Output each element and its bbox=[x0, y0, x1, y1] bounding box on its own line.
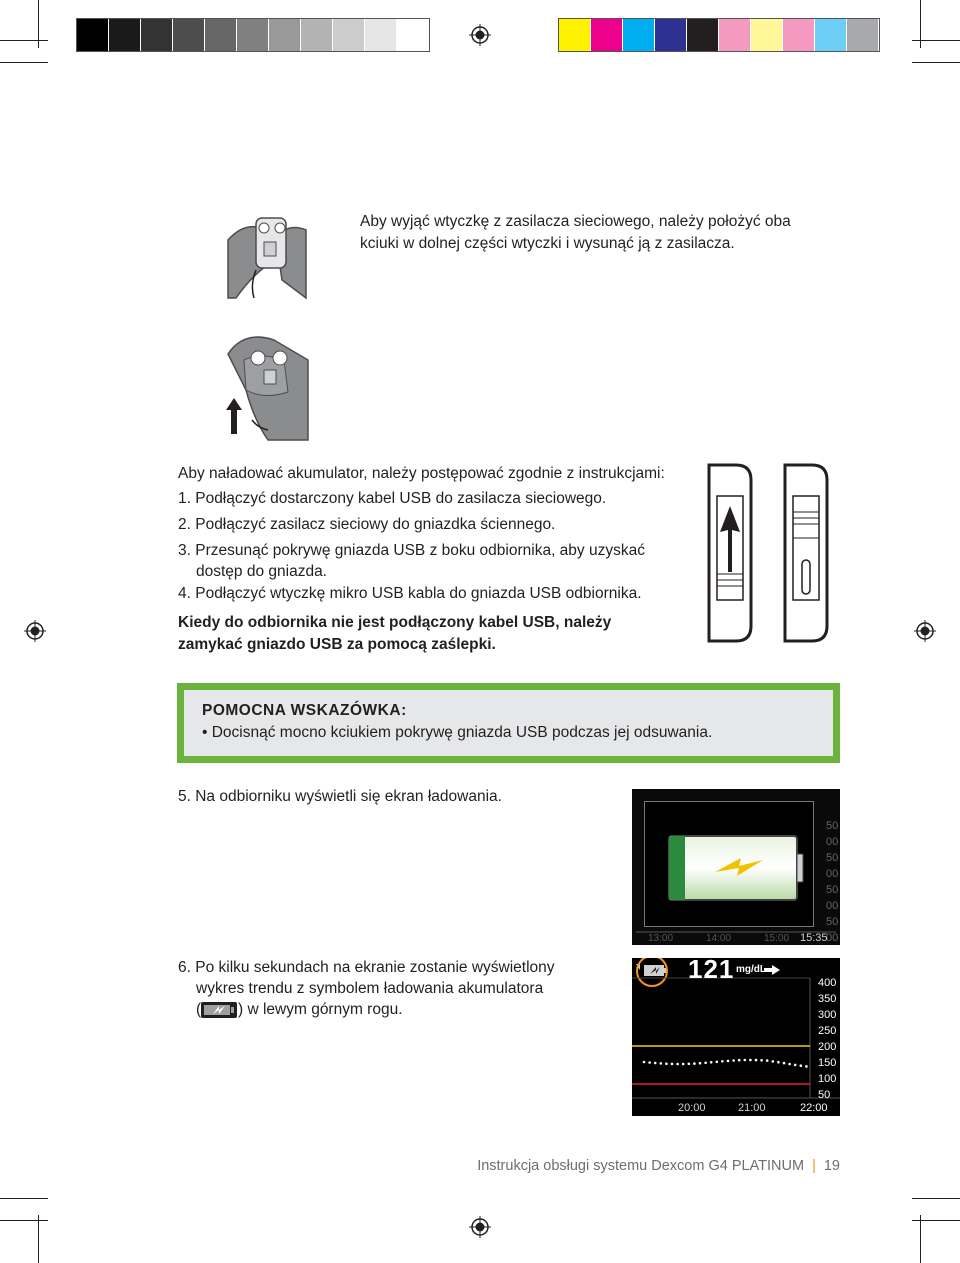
crop-mark bbox=[0, 40, 48, 41]
y-axis-tick-label: 150 bbox=[818, 1057, 837, 1069]
crop-mark bbox=[38, 0, 39, 48]
step-4: 4. Podłączyć wtyczkę mikro USB kabla do gniazda USB odbiornika. bbox=[178, 585, 642, 602]
step-3-line-1: 3. Przesunąć pokrywę gniazda USB z boku odbiornika, aby uzyskać bbox=[178, 542, 645, 559]
crop-mark bbox=[0, 62, 48, 63]
page-footer bbox=[477, 1158, 840, 1174]
intro-line-2: kciuki w dolnej części wtyczki i wysunąć ją z zasilacza. bbox=[360, 235, 735, 252]
background-tick-label: 00 bbox=[826, 868, 839, 880]
trend-point bbox=[732, 1059, 735, 1062]
step-6-line-3: ) w lewym górnym rogu. bbox=[238, 1001, 403, 1018]
trend-point bbox=[688, 1063, 691, 1066]
crop-mark bbox=[38, 1215, 39, 1263]
glucose-unit: mg/dL bbox=[736, 964, 766, 975]
trend-point bbox=[654, 1062, 657, 1065]
y-axis-tick-label: 250 bbox=[818, 1025, 837, 1037]
crop-mark bbox=[912, 62, 960, 63]
x-axis-time-label: 21:00 bbox=[738, 1102, 766, 1114]
color-swatch bbox=[397, 19, 429, 51]
color-swatch bbox=[301, 19, 333, 51]
color-swatch bbox=[687, 19, 719, 51]
color-swatch bbox=[365, 19, 397, 51]
footer-separator: | bbox=[812, 1158, 816, 1174]
background-time-label: 14:00 bbox=[706, 933, 732, 944]
background-time-label: 15:00 bbox=[764, 933, 790, 944]
y-axis-tick-label: 300 bbox=[818, 1009, 837, 1021]
background-tick-label: 50 bbox=[826, 852, 839, 864]
registration-mark-icon bbox=[469, 1216, 491, 1238]
trend-point bbox=[805, 1065, 808, 1068]
step-2: 2. Podłączyć zasilacz sieciowy do gniazdka ściennego. bbox=[178, 516, 556, 533]
color-swatch bbox=[559, 19, 591, 51]
trend-point bbox=[682, 1063, 685, 1066]
charging-screen bbox=[632, 789, 840, 945]
color-swatch bbox=[591, 19, 623, 51]
color-swatch bbox=[141, 19, 173, 51]
y-axis-tick-label: 400 bbox=[818, 977, 837, 989]
background-y-ticks bbox=[826, 820, 838, 944]
color-swatch bbox=[205, 19, 237, 51]
registration-mark-icon bbox=[914, 620, 936, 642]
intro-line-1: Aby wyjąć wtyczkę z zasilacza sieciowego, należy położyć oba bbox=[360, 213, 791, 230]
crop-mark bbox=[0, 1198, 48, 1199]
tip-text: • Docisnąć mocno kciukiem pokrywę gniazda USB podczas jej odsuwania. bbox=[202, 724, 713, 741]
color-swatch bbox=[333, 19, 365, 51]
plug-removal-illustration-bottom bbox=[224, 330, 310, 442]
background-tick-label: 00 bbox=[826, 900, 839, 912]
trend-point bbox=[783, 1062, 786, 1065]
trend-point bbox=[749, 1059, 752, 1062]
footer-title: Instrukcja obsługi systemu Dexcom G4 PLATINUM bbox=[477, 1158, 805, 1174]
step-5: 5. Na odbiorniku wyświetli się ekran ładowania. bbox=[178, 788, 502, 805]
color-swatch bbox=[751, 19, 783, 51]
trend-point bbox=[710, 1061, 713, 1064]
receiver-usb-port-illustration bbox=[782, 462, 830, 644]
color-swatch bbox=[815, 19, 847, 51]
clock-label: 22:00 bbox=[800, 1102, 828, 1114]
background-tick-label: 50 bbox=[826, 820, 839, 832]
crop-mark bbox=[920, 0, 921, 48]
trend-point bbox=[721, 1060, 724, 1063]
trend-point bbox=[704, 1062, 707, 1065]
background-tick-label: 00 bbox=[826, 932, 839, 944]
glucose-trend-points bbox=[643, 1059, 808, 1068]
trend-point bbox=[665, 1062, 668, 1065]
receiver-usb-cover-open-illustration bbox=[706, 462, 754, 644]
background-tick-label: 00 bbox=[826, 836, 839, 848]
steps-heading: Aby naładować akumulator, należy postępować zgodnie z instrukcjami: bbox=[178, 465, 665, 482]
trend-point bbox=[788, 1063, 791, 1066]
trend-point bbox=[648, 1061, 651, 1064]
trend-point bbox=[716, 1061, 719, 1064]
color-swatch bbox=[655, 19, 687, 51]
color-swatch bbox=[77, 19, 109, 51]
trend-arrow-icon bbox=[764, 965, 780, 975]
trend-point bbox=[800, 1064, 803, 1067]
step-6-line-1: 6. Po kilku sekundach na ekranie zostanie wyświetlony bbox=[178, 959, 555, 976]
trend-graph-screen bbox=[632, 958, 840, 1116]
trend-point bbox=[777, 1061, 780, 1064]
y-axis-tick-label: 350 bbox=[818, 993, 837, 1005]
crop-mark bbox=[912, 1198, 960, 1199]
battery-charging-icon bbox=[201, 1002, 237, 1018]
y-axis-ticks bbox=[818, 977, 836, 1101]
color-swatch bbox=[173, 19, 205, 51]
step-1: 1. Podłączyć dostarczony kabel USB do zasilacza sieciowego. bbox=[178, 490, 607, 507]
trend-point bbox=[755, 1059, 758, 1062]
trend-point bbox=[738, 1059, 741, 1062]
background-tick-label: 50 bbox=[826, 916, 839, 928]
trend-point bbox=[671, 1063, 674, 1066]
trend-point bbox=[676, 1063, 679, 1066]
y-axis-tick-label: 200 bbox=[818, 1041, 837, 1053]
trend-point bbox=[760, 1059, 763, 1062]
glucose-value: 121 bbox=[688, 958, 735, 984]
color-swatch bbox=[109, 19, 141, 51]
trend-point bbox=[693, 1062, 696, 1065]
trend-point bbox=[727, 1060, 730, 1063]
y-axis-tick-label: 100 bbox=[818, 1073, 837, 1085]
usb-warning-line-2: zamykać gniazdo USB za pomocą zaślepki. bbox=[178, 636, 496, 653]
color-swatch bbox=[719, 19, 751, 51]
color-swatch bbox=[237, 19, 269, 51]
helpful-tip-box bbox=[177, 683, 840, 763]
background-tick-label: 50 bbox=[826, 884, 839, 896]
color-swatch bbox=[783, 19, 815, 51]
charging-dialog bbox=[644, 801, 814, 927]
battery-status-icon bbox=[636, 964, 667, 976]
step-3-line-2: dostęp do gniazda. bbox=[196, 563, 327, 580]
registration-mark-icon bbox=[469, 24, 491, 46]
color-swatch bbox=[269, 19, 301, 51]
plug-removal-illustration-top bbox=[226, 210, 308, 300]
y-axis-tick-label: 50 bbox=[818, 1089, 831, 1101]
tip-title: POMOCNA WSKAZÓWKA: bbox=[202, 702, 407, 719]
trend-point bbox=[766, 1059, 769, 1062]
step-6-paren-open: ( bbox=[196, 1001, 202, 1018]
registration-mark-icon bbox=[24, 620, 46, 642]
usb-warning-line-1: Kiedy do odbiornika nie jest podłączony kabel USB, należy bbox=[178, 614, 612, 631]
x-axis-time-label: 20:00 bbox=[678, 1102, 706, 1114]
crop-mark bbox=[0, 1220, 48, 1221]
clock-label: 15:35 bbox=[800, 932, 828, 944]
trend-point bbox=[794, 1064, 797, 1067]
trend-point bbox=[699, 1062, 702, 1065]
color-swatch bbox=[623, 19, 655, 51]
gray-color-bar bbox=[76, 18, 430, 52]
charging-battery-icon bbox=[645, 802, 813, 926]
step-6-line-2: wykres trendu z symbolem ładowania akumulatora bbox=[196, 980, 544, 997]
trend-point bbox=[772, 1060, 775, 1063]
color-swatch bbox=[847, 19, 879, 51]
page-number: 19 bbox=[823, 1158, 840, 1174]
process-color-bar bbox=[558, 18, 880, 52]
trend-point bbox=[643, 1061, 646, 1064]
background-time-label: 13:00 bbox=[648, 933, 674, 944]
trend-point bbox=[660, 1062, 663, 1065]
trend-point bbox=[744, 1059, 747, 1062]
crop-mark bbox=[920, 1215, 921, 1263]
